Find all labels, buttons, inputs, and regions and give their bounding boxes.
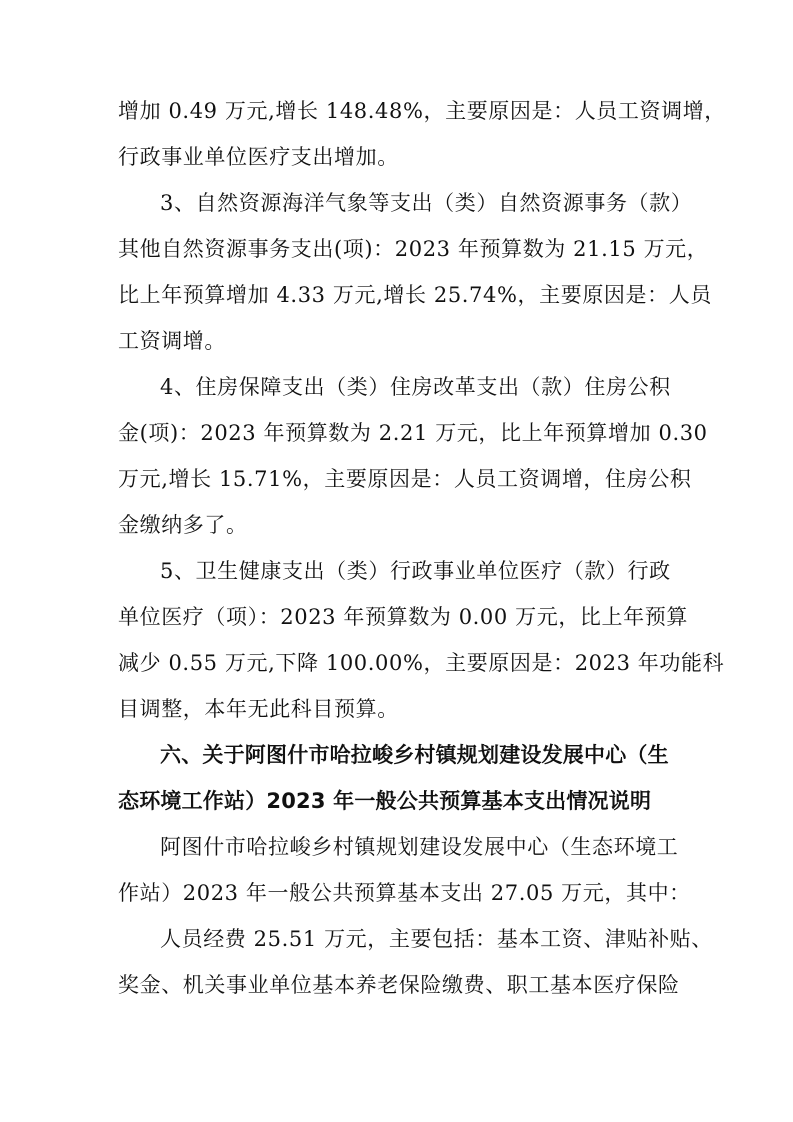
text-line: 万元,增长 15.71%，主要原因是：人员工资调增，住房公积 — [118, 467, 692, 491]
text-line: 目调整，本年无此科目预算。 — [118, 697, 399, 721]
text-line: 工资调增。 — [118, 329, 226, 353]
text-line: 增加 0.49 万元,增长 148.48%，主要原因是：人员工资调增， — [118, 99, 726, 123]
text-line: 人员经费 25.51 万元，主要包括：基本工资、津贴补贴、 — [160, 927, 713, 951]
text-line: 金(项)：2023 年预算数为 2.21 万元，比上年预算增加 0.30 — [118, 421, 708, 445]
text-line: 行政事业单位医疗支出增加。 — [118, 145, 399, 169]
section-heading-6: 六、关于阿图什市哈拉峻乡村镇规划建设发展中心（生 — [160, 743, 669, 767]
paragraph-item-4: 4、住房保障支出（类）住房改革支出（款）住房公积 — [160, 375, 671, 399]
text-line: 金缴纳多了。 — [118, 513, 248, 537]
text-line: 阿图什市哈拉峻乡村镇规划建设发展中心（生态环境工 — [160, 835, 679, 859]
text-line: 单位医疗（项）：2023 年预算数为 0.00 万元，比上年预算 — [118, 605, 688, 629]
text-line: 奖金、机关事业单位基本养老保险缴费、职工基本医疗保险 — [118, 973, 680, 997]
text-line: 减少 0.55 万元,下降 100.00%，主要原因是：2023 年功能科 — [118, 651, 725, 675]
text-line: 其他自然资源事务支出(项)：2023 年预算数为 21.15 万元， — [118, 237, 709, 261]
paragraph-item-3: 3、自然资源海洋气象等支出（类）自然资源事务（款） — [160, 191, 693, 215]
paragraph-item-5: 5、卫生健康支出（类）行政事业单位医疗（款）行政 — [160, 559, 671, 583]
section-heading-6-cont: 态环境工作站）2023 年一般公共预算基本支出情况说明 — [118, 789, 652, 813]
text-line: 作站）2023 年一般公共预算基本支出 27.05 万元，其中： — [118, 881, 691, 905]
text-line: 比上年预算增加 4.33 万元,增长 25.74%，主要原因是：人员 — [118, 283, 712, 307]
